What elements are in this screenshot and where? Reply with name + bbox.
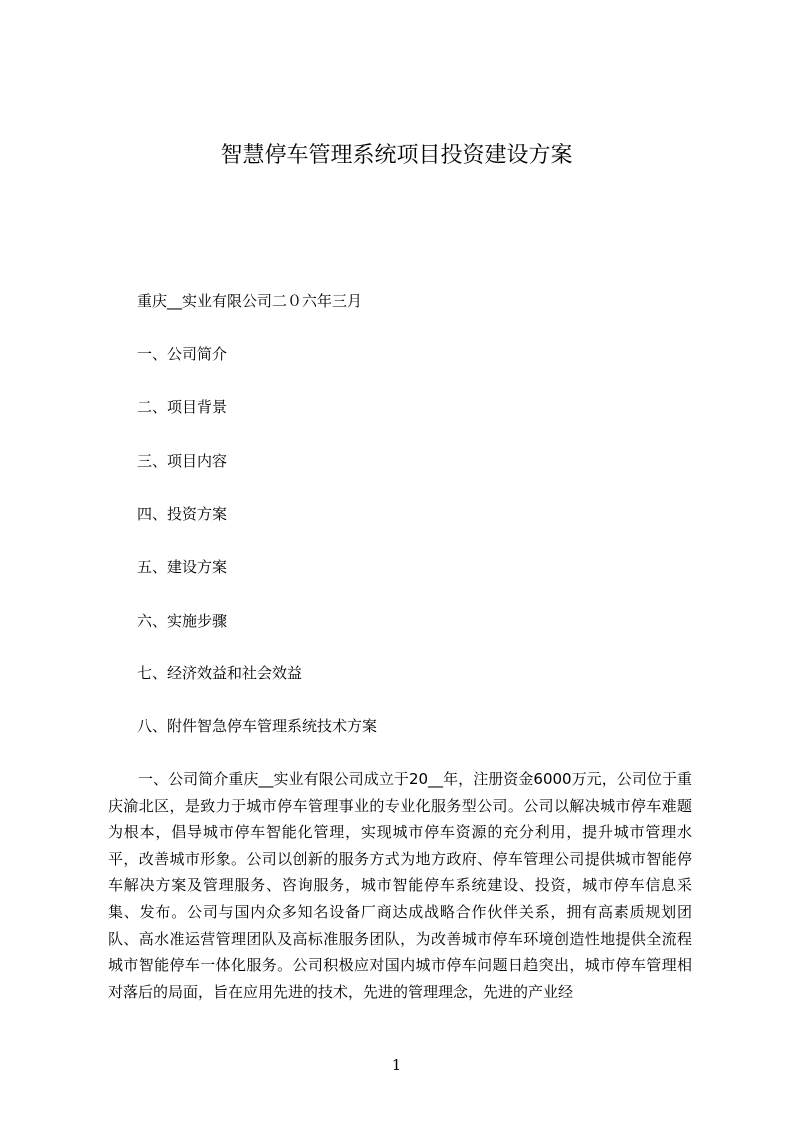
toc-item-project-content: 三、项目内容 bbox=[137, 452, 228, 470]
toc-item-investment-plan: 四、投资方案 bbox=[137, 505, 228, 523]
toc-item-construction-plan: 五、建设方案 bbox=[137, 558, 228, 576]
company-date-line: 重庆__实业有限公司二０六年三月 bbox=[137, 292, 363, 310]
toc-item-implementation-steps: 六、实施步骤 bbox=[137, 612, 228, 630]
document-title: 智慧停车管理系统项目投资建设方案 bbox=[220, 143, 573, 168]
toc-item-project-background: 二、项目背景 bbox=[137, 398, 228, 416]
page-number: 1 bbox=[391, 1056, 402, 1074]
toc-item-benefits: 七、经济效益和社会效益 bbox=[137, 664, 303, 682]
toc-item-appendix: 八、附件智急停车管理系统技术方案 bbox=[137, 717, 378, 735]
company-intro-paragraph: 一、公司简介重庆__实业有限公司成立于20__年，注册资金6000万元，公司位于重庆渝北区，是致力于城市停车管理事业的专业化服务型公司。公司以解决城市停车难题为根本，倡导城市停车智能化管理，实现城市停车资源的充分利用，提升城市管理水平，改善城市形象。公司以创新的服务方式为地方政府、停车管理公司提供城市智能停车解决方案及管理服务、咨询服务，城市智能停车系统建设、投资，城市停车信息采集、发布。公司与国内众多知名设备厂商达成战略合作伙伴关系，拥有高素质规划团队、高水准运营管理团队及高标准服务团队，为改善城市停车环境创造性地提供全流程城市智能停车一体化服务。公司积极应对国内城市停车问题日趋突出，城市停车管理相对落后的局面，旨在应用先进的技术，先进的管理理念，先进的产业经 bbox=[108, 770, 692, 1001]
toc-item-company-intro: 一、公司简介 bbox=[137, 345, 228, 363]
